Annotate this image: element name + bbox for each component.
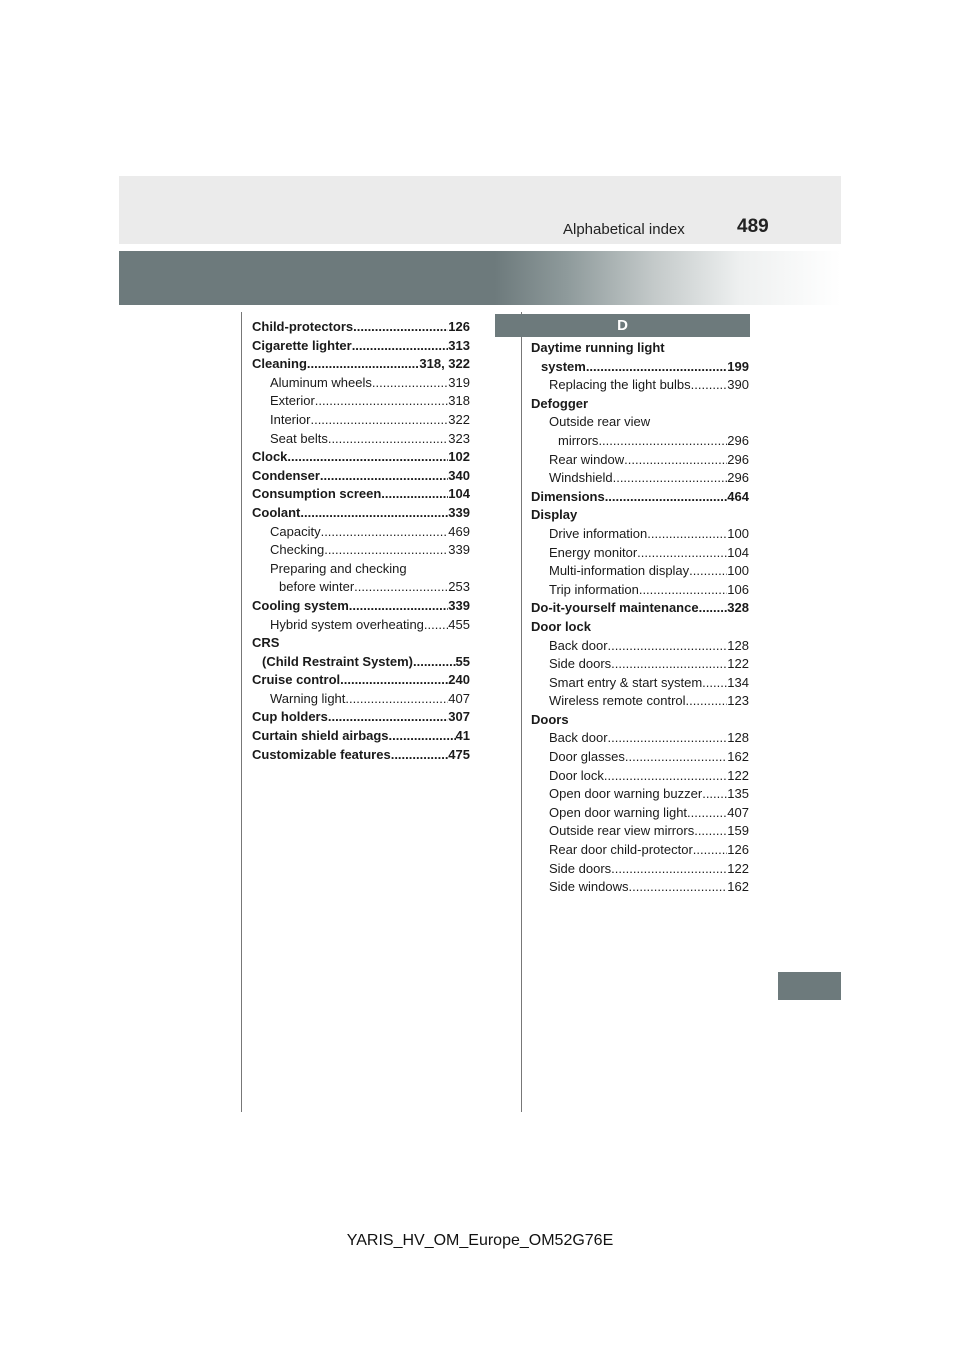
- index-subentry: Wireless remote control ..... 123: [531, 692, 749, 711]
- section-title: Alphabetical index: [563, 221, 685, 238]
- index-subentry: Drive information ..... 100: [531, 525, 749, 544]
- index-entry: Curtain shield airbags ..... 41: [252, 727, 470, 746]
- index-entry: Do-it-yourself maintenance ..... 328: [531, 599, 749, 618]
- index-entry: Consumption screen ..... 104: [252, 485, 470, 504]
- index-subentry: Door lock ..... 122: [531, 767, 749, 786]
- index-entry: Condenser ..... 340: [252, 467, 470, 486]
- index-subentry: Rear door child-protector ..... 126: [531, 841, 749, 860]
- index-subentry: Outside rear view: [549, 414, 651, 430]
- index-entry: Dimensions ..... 464: [531, 488, 749, 507]
- index-entry: Doors: [531, 711, 569, 727]
- index-subentry: Smart entry & start system ..... 134: [531, 674, 749, 693]
- page-number: 489: [737, 216, 769, 237]
- index-subentry: Rear window ..... 296: [531, 451, 749, 470]
- index-entry: Cruise control ..... 240: [252, 671, 470, 690]
- index-entry: Cigarette lighter ..... 313: [252, 337, 470, 356]
- index-entry: Cup holders ..... 307: [252, 708, 470, 727]
- index-subentry: Replacing the light bulbs ..... 390: [531, 376, 749, 395]
- index-subentry: Exterior ..... 318: [252, 392, 470, 411]
- index-entry: system ..... 199: [531, 358, 749, 377]
- index-subentry: Open door warning light ..... 407: [531, 804, 749, 823]
- index-subentry: Windshield ..... 296: [531, 469, 749, 488]
- index-column-2: [531, 339, 749, 897]
- index-subentry: mirrors ..... 296: [531, 432, 749, 451]
- index-subentry: Seat belts ..... 323: [252, 430, 470, 449]
- index-entry: Cleaning ..... 318, 322: [252, 355, 470, 374]
- letter-heading-d: D: [495, 314, 750, 337]
- index-entry: (Child Restraint System) ..... 55: [252, 653, 470, 672]
- index-subentry: Checking ..... 339: [252, 541, 470, 560]
- index-subentry: Energy monitor ..... 104: [531, 544, 749, 563]
- index-subentry: Warning light ..... 407: [252, 690, 470, 709]
- index-subentry: Outside rear view mirrors ..... 159: [531, 822, 749, 841]
- index-subentry: Aluminum wheels ..... 319: [252, 374, 470, 393]
- index-subentry: Hybrid system overheating ..... 455: [252, 616, 470, 635]
- index-column-1: [252, 318, 470, 764]
- index-subentry: Trip information ..... 106: [531, 581, 749, 600]
- index-subentry: Preparing and checking: [270, 560, 407, 576]
- index-subentry: Back door ..... 128: [531, 729, 749, 748]
- section-tab-marker: [778, 972, 841, 1000]
- index-subentry: Door glasses ..... 162: [531, 748, 749, 767]
- header-band: [119, 176, 841, 244]
- index-entry: Daytime running light: [531, 340, 665, 355]
- column-rule-middle: [521, 312, 522, 1112]
- document-footer-code: YARIS_HV_OM_Europe_OM52G76E: [346, 1232, 614, 1249]
- index-subentry: Side doors ..... 122: [531, 655, 749, 674]
- index-entry: Display: [531, 507, 578, 523]
- index-subentry: Side windows ..... 162: [531, 878, 749, 897]
- index-entry: Coolant ..... 339: [252, 504, 470, 523]
- column-rule-left: [241, 312, 242, 1112]
- index-subentry: before winter ..... 253: [252, 578, 470, 597]
- index-entry: Defogger: [531, 395, 589, 411]
- index-entry: Customizable features ..... 475: [252, 746, 470, 765]
- index-subentry: Back door ..... 128: [531, 637, 749, 656]
- index-entry: Child-protectors ..... 126: [252, 318, 470, 337]
- index-subentry: Open door warning buzzer ..... 135: [531, 785, 749, 804]
- index-subentry: Side doors ..... 122: [531, 860, 749, 879]
- index-subentry: Interior ..... 322: [252, 411, 470, 430]
- index-subentry: Capacity ..... 469: [252, 523, 470, 542]
- index-subentry: Multi-information display ..... 100: [531, 562, 749, 581]
- index-entry: Clock ..... 102: [252, 448, 470, 467]
- index-entry: Door lock: [531, 618, 591, 634]
- header-gradient-bar: [119, 251, 841, 305]
- index-entry: CRS: [252, 635, 280, 651]
- index-entry: Cooling system ..... 339: [252, 597, 470, 616]
